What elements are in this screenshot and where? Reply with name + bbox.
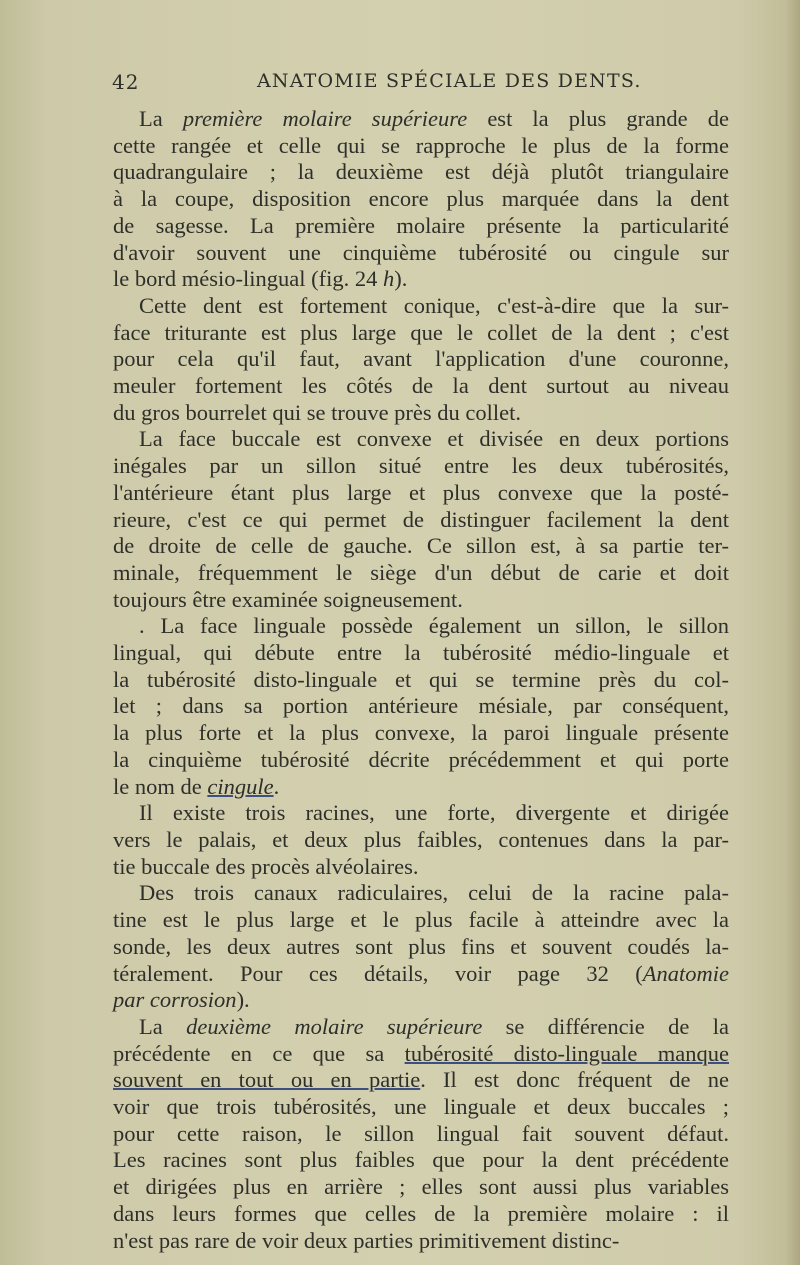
text-line	[113, 186, 729, 213]
text-line	[113, 159, 729, 186]
text-line	[113, 507, 729, 534]
page-header	[112, 70, 732, 100]
text-line	[113, 800, 729, 827]
text-line	[113, 747, 729, 774]
italic-run: première molaire supérieure	[182, 106, 468, 131]
text-line	[113, 907, 729, 934]
text-run: se différencie de la	[482, 1013, 729, 1039]
text-line	[113, 1067, 729, 1094]
page-edge-shadow	[786, 0, 800, 1265]
text-line	[113, 133, 729, 160]
text-run: Il existe trois racines, une forte, divergente et dirigée	[139, 800, 729, 826]
text-run: ).	[236, 987, 250, 1013]
paragraph	[113, 613, 729, 800]
text-run: l'antérieure étant plus large et plus convexe que la posté-	[113, 479, 729, 505]
text-run: La	[139, 106, 183, 131]
text-line	[113, 961, 729, 988]
text-line	[113, 373, 729, 400]
body-text	[113, 106, 729, 1254]
text-line	[113, 213, 729, 240]
underlined-run: tubérosité disto-linguale manque	[404, 1040, 729, 1066]
text-run: toujours être examinée soigneusement.	[113, 586, 463, 612]
text-run: . Il est donc fréquent de ne	[420, 1067, 729, 1093]
text-line	[113, 106, 729, 133]
paragraph	[113, 1014, 729, 1254]
text-run: du gros bourrelet qui se trouve près du collet.	[113, 399, 522, 425]
text-run: la tubérosité disto-linguale et qui se termine près du col-	[113, 666, 729, 692]
text-line	[113, 827, 729, 854]
text-run: la cinquième tubérosité décrite précédemment et qui porte	[113, 746, 729, 772]
text-line	[113, 293, 729, 320]
text-run: et dirigées plus en arrière ; elles sont aussi plus variables	[113, 1174, 729, 1200]
text-line	[113, 854, 729, 881]
text-run: ).	[394, 266, 408, 292]
text-line	[113, 1094, 729, 1121]
text-run: voir que trois tubérosités, une linguale et deux buccales ;	[113, 1094, 729, 1120]
text-run: minale, fréquemment le siège d'un début de carie et doit	[113, 559, 729, 585]
text-line	[113, 533, 729, 560]
text-run: le nom de	[113, 773, 208, 799]
text-run: Les racines sont plus faibles que pour la dent précédente	[113, 1147, 729, 1173]
running-title: ANATOMIE SPÉCIALE DES DENTS.	[257, 70, 642, 92]
text-line	[113, 266, 729, 293]
text-run: cette rangée et celle qui se rapproche le plus de la forme	[113, 132, 729, 158]
text-run: le bord mésio-lingual (fig. 24	[113, 266, 383, 292]
text-line	[113, 1174, 729, 1201]
italic-run: deuxième molaire supérieure	[186, 1013, 483, 1039]
text-line	[113, 480, 729, 507]
text-run: sonde, les deux autres sont plus fins et souvent coudés la-	[113, 933, 729, 959]
italic-run: Anatomie	[642, 960, 729, 986]
text-run: inégales par un sillon situé entre les deux tubérosités,	[113, 453, 729, 479]
text-run: tine est le plus large et le plus facile à atteindre avec la	[113, 907, 729, 933]
text-run: est la plus grande de	[467, 106, 729, 131]
text-run: n'est pas rare de voir deux parties primitivement distinc-	[113, 1227, 620, 1253]
text-run: quadrangulaire ; la deuxième est déjà plutôt triangulaire	[113, 159, 729, 185]
text-line	[113, 426, 729, 453]
text-line	[113, 453, 729, 480]
text-line	[113, 560, 729, 587]
text-line	[113, 1228, 729, 1255]
text-run: la plus forte et la plus convexe, la paroi linguale présente	[113, 720, 729, 746]
text-run: pour cette raison, le sillon lingual fait souvent défaut.	[113, 1120, 729, 1146]
text-line	[113, 1041, 729, 1068]
text-run: lingual, qui débute entre la tubérosité médio-linguale et	[113, 640, 729, 666]
text-line	[113, 346, 729, 373]
text-line	[113, 693, 729, 720]
text-line	[113, 774, 729, 801]
text-line	[113, 934, 729, 961]
text-run: La	[139, 1013, 187, 1039]
text-run: dans leurs formes que celles de la première molaire : il	[113, 1200, 729, 1226]
paragraph	[113, 880, 729, 1014]
paragraph	[113, 800, 729, 880]
text-line	[113, 1201, 729, 1228]
italic-run: par corrosion	[113, 987, 237, 1013]
text-run: .	[273, 773, 280, 799]
text-run: précédente en ce que sa	[113, 1040, 405, 1066]
page-number: 42	[112, 70, 140, 94]
text-line	[113, 1014, 729, 1041]
text-line	[113, 987, 729, 1014]
text-run: face triturante est plus large que le collet de la dent ; c'est	[113, 319, 729, 345]
text-line	[113, 1121, 729, 1148]
text-run: tie buccale des procès alvéolaires.	[113, 853, 419, 879]
text-run: de droite de celle de gauche. Ce sillon est, à sa partie ter-	[113, 533, 729, 559]
text-line	[113, 587, 729, 614]
text-run: Cette dent est fortement conique, c'est-à-dire que la sur-	[139, 292, 729, 318]
text-line	[113, 320, 729, 347]
text-run: . La face linguale possède également un sillon, le sillon	[139, 613, 729, 639]
text-line	[113, 640, 729, 667]
text-run: pour cela qu'il faut, avant l'application d'une couronne,	[113, 346, 729, 372]
paragraph	[113, 106, 729, 293]
text-run: téralement. Pour ces détails, voir page 32 (	[113, 960, 643, 986]
text-line	[113, 400, 729, 427]
text-line	[113, 880, 729, 907]
text-run: Des trois canaux radiculaires, celui de la racine pala-	[139, 880, 729, 906]
text-run: de sagesse. La première molaire présente la particularité	[113, 212, 729, 238]
paragraph	[113, 293, 729, 427]
text-run: à la coupe, disposition encore plus marquée dans la dent	[113, 186, 729, 212]
italic-underlined-run: cingule	[207, 773, 274, 799]
text-line	[113, 240, 729, 267]
underlined-run: souvent en tout ou en partie	[113, 1067, 421, 1093]
text-run: rieure, c'est ce qui permet de distinguer facilement la dent	[113, 506, 729, 532]
italic-run: h	[382, 266, 395, 292]
text-line	[113, 667, 729, 694]
text-line	[113, 720, 729, 747]
text-line	[113, 613, 729, 640]
text-run: meuler fortement les côtés de la dent surtout au niveau	[113, 373, 729, 399]
text-run: let ; dans sa portion antérieure mésiale, par conséquent,	[113, 693, 729, 719]
text-run: vers le palais, et deux plus faibles, contenues dans la par-	[113, 826, 729, 852]
text-line	[113, 1147, 729, 1174]
text-run: La face buccale est convexe et divisée en deux portions	[139, 426, 729, 452]
paragraph	[113, 426, 729, 613]
text-run: d'avoir souvent une cinquième tubérosité ou cingule sur	[113, 239, 729, 265]
